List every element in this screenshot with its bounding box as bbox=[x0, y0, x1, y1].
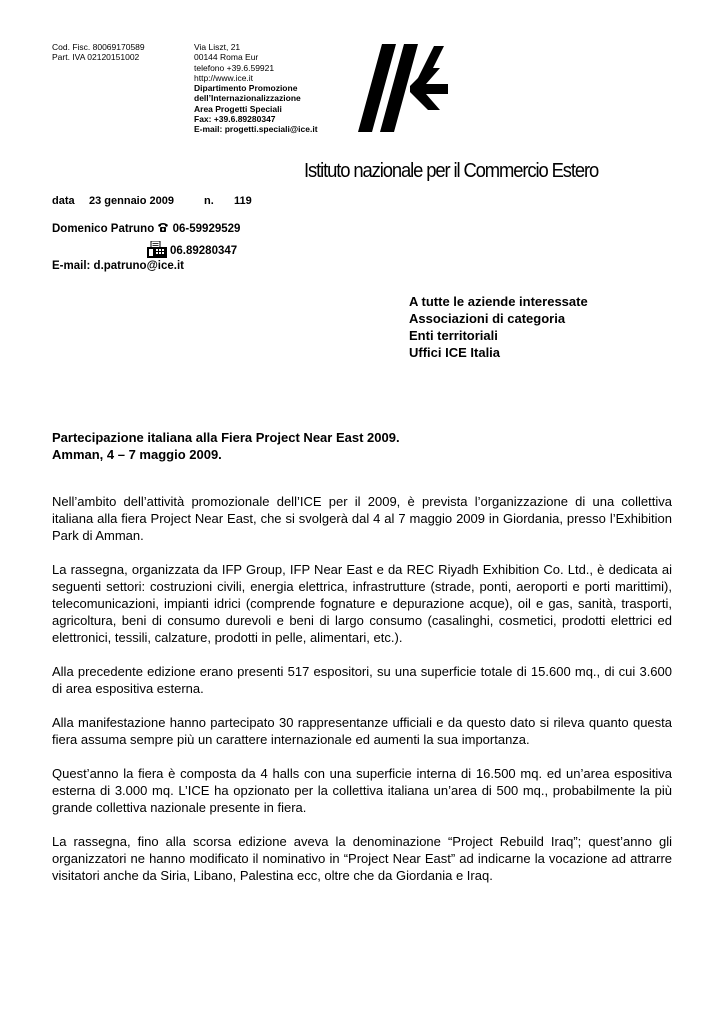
date-value: 23 gennaio 2009 bbox=[89, 195, 174, 207]
number-label: n. bbox=[204, 195, 214, 207]
subject-block bbox=[52, 429, 400, 463]
recipient-line: A tutte le aziende interessate bbox=[409, 294, 588, 309]
date-label: data bbox=[52, 195, 75, 207]
address-website: http://www.ice.it bbox=[194, 72, 254, 83]
ice-logo bbox=[356, 42, 448, 134]
body-paragraph: Quest’anno la fiera è composta da 4 halls con una superficie interna di 16.500 mq. ed un’area espositiva esterna di 3.000 mq. L’ICE ha opzionato per la collettiva italiana un’area di 500 mq., probabilmente la più grande collettiva nazionale presente in fiera. bbox=[52, 766, 672, 815]
subject-location-date: Amman, 4 – 7 maggio 2009. bbox=[52, 447, 222, 462]
department-line: Dipartimento Promozione bbox=[194, 83, 298, 94]
recipient-line: Associazioni di categoria bbox=[409, 311, 566, 326]
contact-phone-row bbox=[52, 222, 240, 237]
body-paragraph: La rassegna, fino alla scorsa edizione aveva la denominazione “Project Rebuild Iraq”; quest’anno gli organizzatori ne hanno modificato il nominativo in “Project Near East” ad indicarne la vocazione ad attrarre visitatori anche da Siria, Libano, Palestina ecc, oltre che da Giordania e Iraq. bbox=[52, 834, 672, 883]
contact-block bbox=[52, 222, 240, 274]
body-paragraph: Nell’ambito dell’attività promozionale dell’ICE per il 2009, è prevista l’organizzazione di una collettiva italiana alla fiera Project Near East, che si svolgerà dal 4 al 7 maggio 2009 in Giordania, presso l’Exhibition Park di Amman. bbox=[52, 494, 672, 543]
fiscal-code: Cod. Fisc. 80069170589 bbox=[52, 42, 145, 52]
recipient-line: Uffici ICE Italia bbox=[409, 345, 501, 360]
contact-email-label: E-mail: bbox=[52, 260, 91, 272]
contact-fax: 06.89280347 bbox=[170, 245, 238, 257]
contact-name: Domenico Patruno bbox=[52, 223, 155, 235]
contact-email[interactable]: d.patruno@ice.it bbox=[93, 260, 184, 272]
department-line: dell’Internazionalizzazione bbox=[194, 93, 301, 104]
address-street: Via Liszt, 21 bbox=[194, 42, 241, 52]
sender-address bbox=[194, 42, 374, 135]
department-fax: Fax: +39.6.89280347 bbox=[194, 114, 276, 125]
telephone-icon bbox=[157, 222, 169, 233]
fax-icon bbox=[146, 241, 168, 259]
subject-title: Partecipazione italiana alla Fiera Project Near East 2009. bbox=[52, 430, 400, 445]
department-line: Area Progetti Speciali bbox=[194, 103, 282, 114]
institute-name: Istituto nazionale per il Commercio Estero bbox=[304, 160, 599, 182]
body-paragraph: Alla manifestazione hanno partecipato 30 rappresentanze ufficiali e da questo dato si rileva quanto questa fiera assuma sempre più un carattere internazionale ed aumenti la sua importanza. bbox=[52, 715, 672, 747]
recipient-line: Enti territoriali bbox=[409, 328, 498, 343]
address-phone: telefono +39.6.59921 bbox=[194, 62, 275, 73]
body-paragraph: La rassegna, organizzata da IFP Group, IFP Near East e da REC Riyadh Exhibition Co. Ltd., è dedicata ai seguenti settori: costruzioni civili, energia elettrica, infrastrutture (strade, ponti, aeroporti e porti marittimi), telecomunicazioni, impianti idrici (comprende fognature e depurazione acque), oil e gas, sanità, trasporti, agricoltura, beni di consumo durevoli e beni di largo consumo (casalinghi, cosmetici, prodotti elettrici ed elettronici, tessili, calzature, prodotti in pelle, alimentari, etc.). bbox=[52, 562, 672, 645]
department-email: E-mail: progetti.speciali@ice.it bbox=[194, 124, 318, 135]
number-value: 119 bbox=[234, 195, 252, 207]
vat-number: Part. IVA 02120151002 bbox=[52, 52, 140, 63]
address-city: 00144 Roma Eur bbox=[194, 52, 259, 63]
fiscal-info bbox=[52, 42, 187, 63]
date-line bbox=[52, 195, 252, 207]
letter-body bbox=[52, 493, 672, 901]
contact-email-row bbox=[52, 259, 240, 274]
contact-phone: 06-59929529 bbox=[172, 223, 241, 235]
body-paragraph: Alla precedente edizione erano presenti 517 espositori, su una superficie totale di 15.600 mq., di cui 3.600 di area espositiva esterna. bbox=[52, 664, 672, 696]
contact-fax-row bbox=[52, 237, 240, 259]
recipients-block bbox=[409, 293, 588, 361]
